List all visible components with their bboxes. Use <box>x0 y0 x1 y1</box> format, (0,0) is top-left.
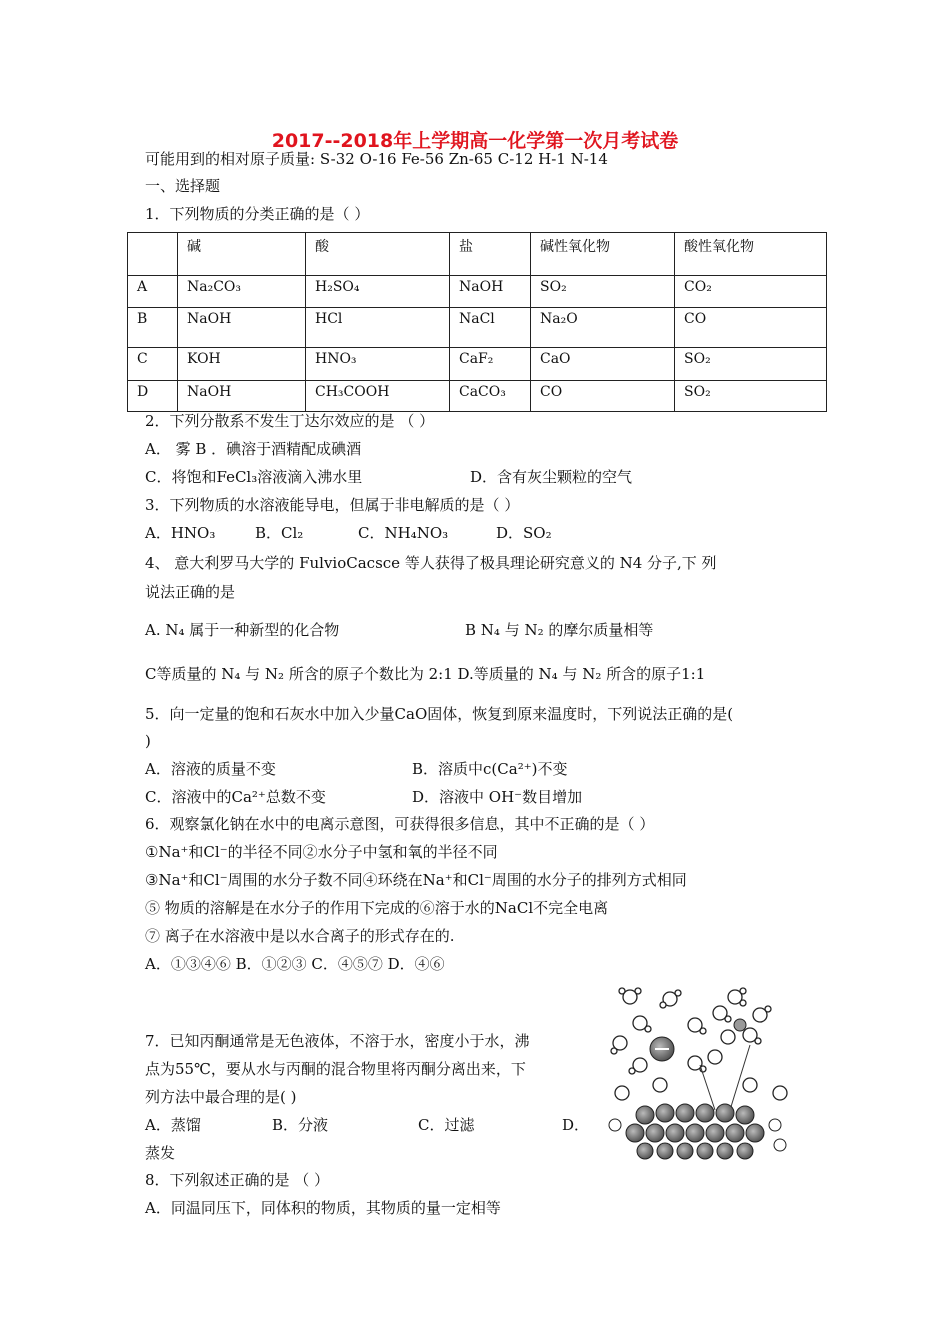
table-cell: CaF₂ <box>450 348 531 381</box>
table-cell: CaCO₃ <box>450 381 531 412</box>
table-row <box>128 308 827 348</box>
q2-option-c: C．将饱和FeCl₃溶液滴入沸水里 <box>145 468 363 486</box>
q6-statement-line: ③Na⁺和Cl⁻周围的水分子数不同④环绕在Na⁺和Cl⁻周围的水分子的排列方式相同 <box>145 871 687 889</box>
q6-statement-line: ①Na⁺和Cl⁻的半径不同②水分子中氢和氧的半径不同 <box>145 843 498 861</box>
q3-option: A．HNO₃ <box>145 524 216 542</box>
q7-option-c: C．过滤 <box>418 1116 475 1134</box>
q7-stem-line: 点为55℃，要从水与丙酮的混合物里将丙酮分离出来，下 <box>145 1060 526 1078</box>
q8-stem: 8．下列叙述正确的是 （ ） <box>145 1171 330 1189</box>
table-cell: 酸性氧化物 <box>675 233 827 276</box>
table-cell: NaOH <box>178 381 306 412</box>
q5-option-b: B．溶质中c(Ca²⁺)不变 <box>412 760 568 778</box>
q5-option-d: D．溶液中 OH⁻数目增加 <box>412 788 583 806</box>
q4-option-a: A. N₄ 属于一种新型的化合物 <box>145 621 340 639</box>
q2-options-ab: A． 雾 B ．碘溶于酒精配成碘酒 <box>145 440 362 458</box>
q5-stem-line2: ) <box>145 732 151 750</box>
q5-stem-line1: 5．向一定量的饱和石灰水中加入少量CaO固体，恢复到原来温度时，下列说法正确的是( <box>145 705 734 723</box>
q4-stem-line1: 4、 意大利罗马大学的 FulvioCacsce 等人获得了极具理论研究意义的 N4 分子,下 列 <box>145 554 717 572</box>
table-cell: HCl <box>306 308 450 348</box>
q6-options: A．①③④⑥ B．①②③ C．④⑤⑦ D．④⑥ <box>145 955 445 973</box>
atomic-mass-line: 可能用到的相对原子质量: S-32 O-16 Fe-56 Zn-65 C-12 H-1 N-14 <box>145 150 608 168</box>
table-cell: 盐 <box>450 233 531 276</box>
table-cell: 碱 <box>178 233 306 276</box>
q4-option-b: B N₄ 与 N₂ 的摩尔质量相等 <box>465 621 654 639</box>
q2-stem: 2．下列分散系不发生丁达尔效应的是 （ ） <box>145 412 435 430</box>
q2-option-d: D．含有灰尘颗粒的空气 <box>470 468 633 486</box>
table-row <box>128 348 827 381</box>
table-cell: Na₂O <box>531 308 675 348</box>
table-cell: NaOH <box>450 276 531 308</box>
table-cell: CH₃COOH <box>306 381 450 412</box>
table-cell: CaO <box>531 348 675 381</box>
section-heading: 一、选择题 <box>145 177 221 195</box>
table-cell: Na₂CO₃ <box>178 276 306 308</box>
q7-stem-line: 列方法中最合理的是( ) <box>145 1088 297 1106</box>
q6-statement-line: ⑤ 物质的溶解是在水分子的作用下完成的⑥溶于水的NaCl不完全电离 <box>145 899 609 917</box>
table-row <box>128 381 827 412</box>
nacl-dissolution-illustration <box>600 985 795 1160</box>
q1-stem: 1．下列物质的分类正确的是（ ） <box>145 205 370 223</box>
q3-stem: 3．下列物质的水溶液能导电，但属于非电解质的是（ ） <box>145 496 520 514</box>
table-cell: D <box>128 381 178 412</box>
table-row <box>128 276 827 308</box>
table-cell: H₂SO₄ <box>306 276 450 308</box>
exam-title: 2017--2018年上学期高一化学第一次月考试卷 <box>271 130 679 152</box>
table-cell: CO <box>675 308 827 348</box>
table-cell: CO <box>531 381 675 412</box>
q4-options-cd: C等质量的 N₄ 与 N₂ 所含的原子个数比为 2:1 D.等质量的 N₄ 与 N₂ 所含的原子1:1 <box>145 665 706 683</box>
table-header-row <box>128 233 827 276</box>
q7-option-b: B．分液 <box>272 1116 329 1134</box>
q7-option-d-cont: 蒸发 <box>145 1144 176 1162</box>
q4-stem-line2: 说法正确的是 <box>145 583 236 601</box>
q7-option-d: D． <box>562 1116 590 1134</box>
q3-option: C．NH₄NO₃ <box>358 524 449 542</box>
table-cell: NaCl <box>450 308 531 348</box>
q8-option-a: A．同温同压下，同体积的物质，其物质的量一定相等 <box>145 1199 501 1217</box>
q3-option: B．Cl₂ <box>255 524 304 542</box>
table-cell: KOH <box>178 348 306 381</box>
q5-option-c: C．溶液中的Ca²⁺总数不变 <box>145 788 326 806</box>
table-cell: SO₂ <box>675 381 827 412</box>
table-cell: SO₂ <box>531 276 675 308</box>
classification-table <box>127 232 827 412</box>
table-cell: HNO₃ <box>306 348 450 381</box>
table-cell <box>128 233 178 276</box>
table-cell: NaOH <box>178 308 306 348</box>
table-cell: 碱性氧化物 <box>531 233 675 276</box>
q5-option-a: A．溶液的质量不变 <box>145 760 276 778</box>
table-cell: SO₂ <box>675 348 827 381</box>
q3-option: D．SO₂ <box>496 524 552 542</box>
q7-stem-line: 7．已知丙酮通常是无色液体，不溶于水，密度小于水，沸 <box>145 1032 530 1050</box>
q7-option-a: A．蒸馏 <box>145 1116 201 1134</box>
table-cell: A <box>128 276 178 308</box>
q6-statement-line: ⑦ 离子在水溶液中是以水合离子的形式存在的. <box>145 927 455 945</box>
table-cell: C <box>128 348 178 381</box>
table-cell: B <box>128 308 178 348</box>
q6-stem: 6．观察氯化钠在水中的电离示意图，可获得很多信息，其中不正确的是（ ） <box>145 815 655 833</box>
table-cell: 酸 <box>306 233 450 276</box>
table-cell: CO₂ <box>675 276 827 308</box>
